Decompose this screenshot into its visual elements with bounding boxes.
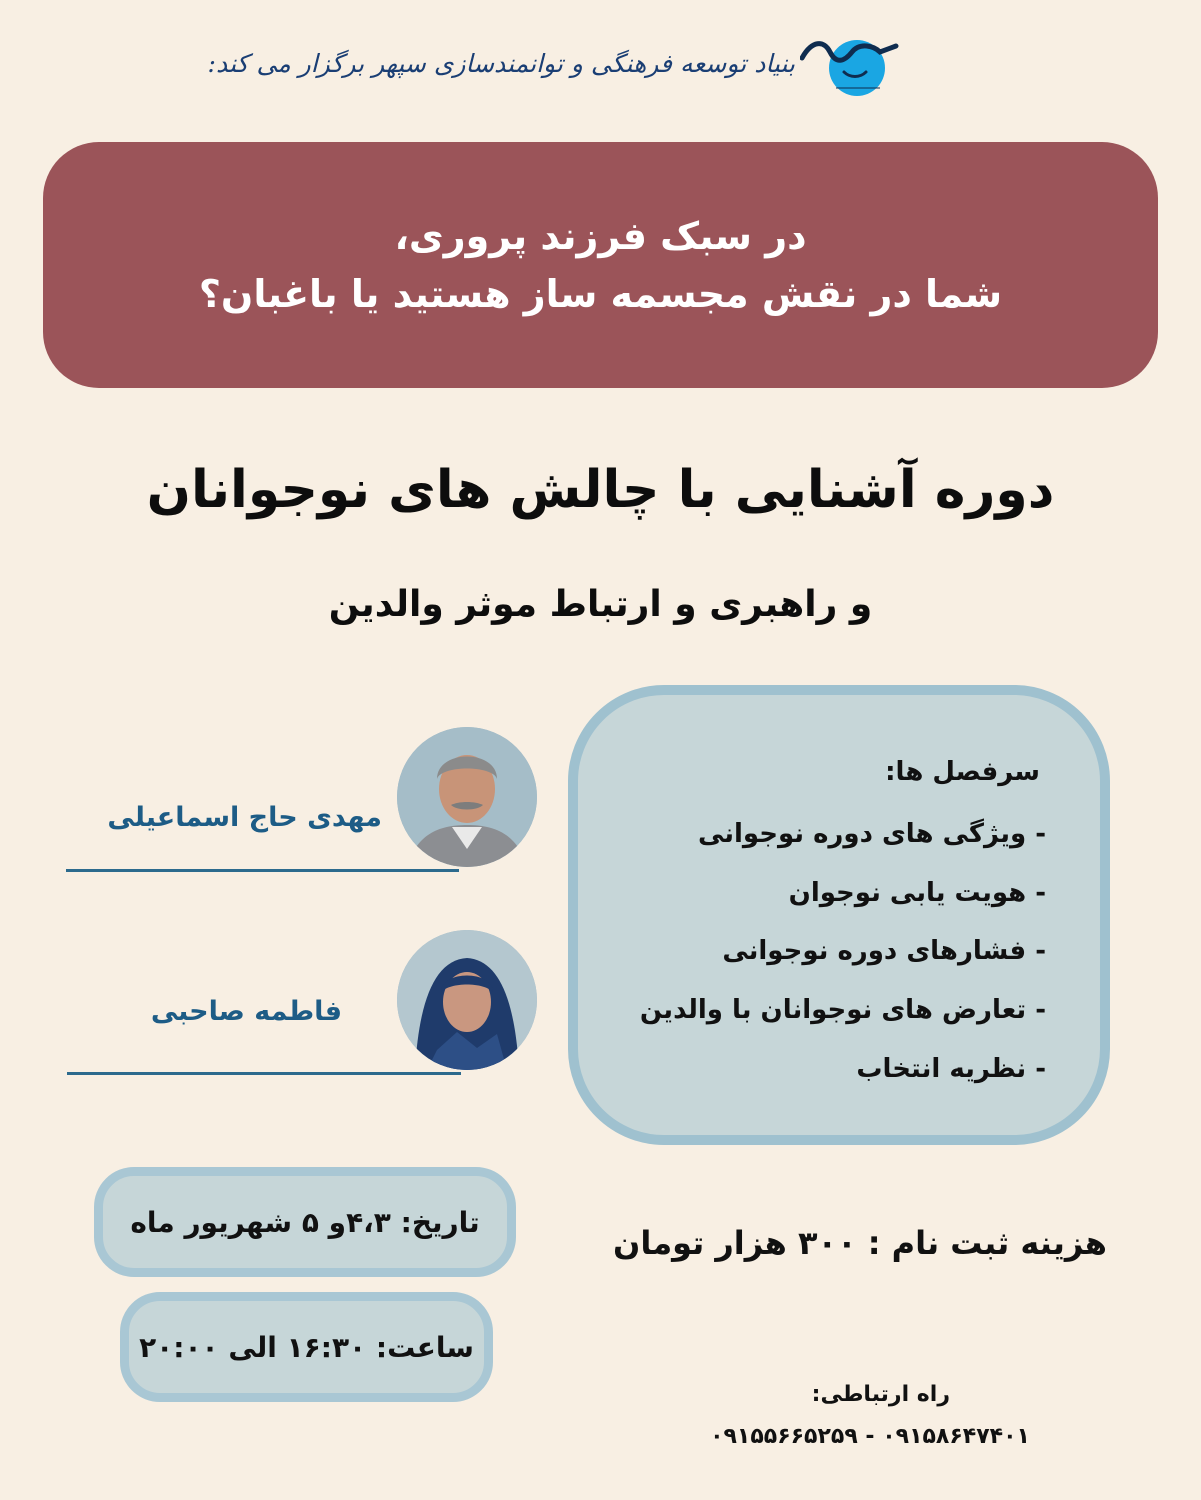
tagline-box bbox=[43, 142, 1158, 388]
contact-label: راه ارتباطی: bbox=[811, 1382, 950, 1407]
time-box bbox=[120, 1292, 493, 1402]
course-title: دوره آشنایی با چالش های نوجوانان bbox=[146, 460, 1055, 520]
tagline-line-1: در سبک فرزند پروری، bbox=[394, 214, 807, 258]
organizer-line: بنیاد توسعه فرهنگی و توانمندسازی سپهر برگزار می کند: bbox=[207, 49, 795, 78]
contact-phones: ۰۹۱۵۵۶۶۵۲۵۹ - ۰۹۱۵۸۶۴۷۴۰۱ bbox=[710, 1424, 1030, 1449]
course-subtitle: و راهبری و ارتباط موثر والدین bbox=[328, 584, 873, 625]
topic-item: - نظریه انتخاب bbox=[856, 1054, 1046, 1084]
tagline-line-2: شما در نقش مجسمه ساز هستید یا باغبان؟ bbox=[198, 272, 1003, 316]
registration-fee: هزینه ثبت نام : ۳۰۰ هزار تومان bbox=[613, 1224, 1107, 1262]
topic-item: - تعارض های نوجوانان با والدین bbox=[639, 995, 1046, 1025]
speaker-divider bbox=[67, 1072, 461, 1075]
sepehr-logo-icon bbox=[800, 28, 900, 98]
speaker-name: مهدی حاج اسماعیلی bbox=[107, 802, 382, 833]
topics-heading: سرفصل ها: bbox=[885, 757, 1040, 787]
time-text: ساعت: ۱۶:۳۰ الی ۲۰:۰۰ bbox=[139, 1330, 474, 1364]
date-text: تاریخ: ۴،۳و ۵ شهریور ماه bbox=[130, 1205, 480, 1239]
speaker-avatar bbox=[397, 930, 537, 1070]
speaker-divider bbox=[66, 869, 459, 872]
speaker-avatar bbox=[397, 727, 537, 867]
topic-item: - فشارهای دوره نوجوانی bbox=[722, 936, 1046, 966]
topic-item: - هویت یابی نوجوان bbox=[788, 878, 1046, 908]
speaker-name: فاطمه صاحبی bbox=[150, 996, 342, 1027]
topic-item: - ویژگی های دوره نوجوانی bbox=[697, 819, 1046, 849]
date-box bbox=[94, 1167, 516, 1277]
